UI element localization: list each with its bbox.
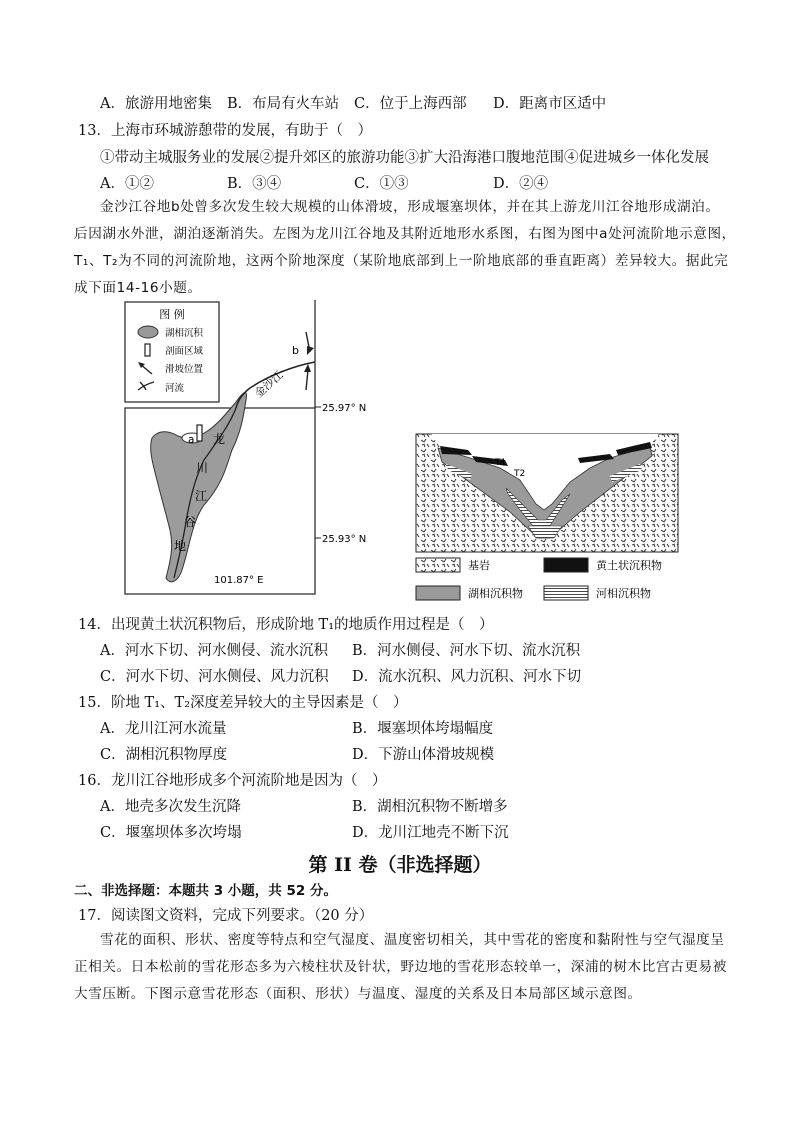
legend-title: 图 例 — [159, 308, 185, 321]
q16-option-a: A．地壳多次发生沉降 — [100, 799, 241, 815]
q12-option-d: D．距离市区适中 — [493, 96, 607, 112]
q16-option-d: D．龙川江地壳不断下沉 — [352, 825, 509, 841]
passage-line-1: 金沙江谷地b处曾多次发生较大规模的山体滑坡，形成堰塞坝体，并在其上游龙川江谷地形成湖泊。 — [100, 199, 720, 215]
lake-sediment-swatch — [138, 326, 158, 338]
q17-line-1: 雪花的面积、形状、密度等特点和空气湿度、温度密切相关，其中雪花的密度和黏附性与空气湿度呈 — [100, 932, 725, 948]
river-terrace-profile — [410, 428, 702, 608]
q13-option-c: C．①③ — [354, 176, 409, 192]
q16-stem: 16．龙川江谷地形成多个河流阶地是因为（ ） — [78, 773, 387, 789]
q13-stem: 13．上海市环城游憩带的发展，有助于（ ） — [78, 123, 372, 139]
legend-bedrock-swatch — [416, 558, 460, 572]
legend-loess: 黄土状沉积物 — [596, 559, 662, 572]
passage-line-3: T₁、T₂为不同的河流阶地，这两个阶地深度（某阶地底部到上一阶地底部的垂直距离）差异较大。据此完 — [74, 253, 729, 269]
legend-river-swatch — [544, 586, 588, 600]
valley-char-5: 地 — [174, 539, 187, 553]
q14-option-c: C．河水下切、河水侧侵、风力沉积 — [100, 669, 329, 685]
point-a-label: a — [188, 434, 195, 446]
q16-option-b: B．湖相沉积物不断增多 — [352, 799, 508, 815]
q12-option-c: C．位于上海西部 — [354, 96, 467, 112]
jinsha-river-label: 金沙江 — [252, 368, 286, 401]
valley-char-1: 龙 — [213, 432, 226, 446]
valley-char-3: 江 — [195, 489, 208, 503]
valley-char-4: 谷 — [184, 515, 197, 529]
q17-line-3: 大雪压断。下图示意雪花形态（面积、形状）与温度、湿度的关系及日本局部区域示意图。 — [74, 986, 642, 1002]
profile-area-swatch — [145, 344, 150, 356]
valley-char-2: 川 — [196, 461, 209, 475]
legend-loess-swatch — [544, 558, 588, 572]
q17-line-2: 正相关。日本松前的雪花形态多为六棱柱状及针状，野边地的雪花形态较单一，深浦的树木比宫古更易被 — [74, 959, 727, 975]
legend-lake-sediment: 湖相沉积物 — [468, 587, 523, 600]
q15-option-d: D．下游山体滑坡规模 — [352, 747, 495, 763]
legend-profile: 剖面区域 — [165, 346, 204, 357]
terrace-t2-label: T2 — [514, 469, 526, 479]
q15-stem: 15．阶地 T₁、T₂深度差异较大的主导因素是（ ） — [78, 695, 408, 711]
q12-option-a: A．旅游用地密集 — [100, 96, 212, 112]
q13-option-a: A．①② — [100, 176, 154, 192]
q17-stem: 17．阅读图文资料，完成下列要求。（20 分） — [78, 908, 374, 924]
profile-marker — [197, 425, 202, 441]
lon-label: 101.87° E — [214, 575, 264, 586]
q15-option-a: A．龙川江河水流量 — [100, 721, 227, 737]
q13-option-d: D．②④ — [493, 176, 549, 192]
legend-river: 河流 — [165, 383, 185, 394]
section-2-heading: 二、非选择题：本题共 3 小题，共 52 分。 — [74, 883, 337, 899]
terrace-t1-label: T1 — [495, 458, 507, 468]
legend-lake: 湖相沉积 — [165, 328, 204, 339]
passage-line-4: 成下面14-16小题。 — [74, 280, 202, 296]
q15-option-c: C．湖相沉积物厚度 — [100, 747, 228, 763]
lake-sediment-area — [151, 393, 247, 582]
q14-option-b: B．河水侧侵、河水下切、流水沉积 — [352, 643, 581, 659]
q13-statements: ①带动主城服务业的发展②提升郊区的旅游功能③扩大沿海港口腹地范围④促进城乡一体化发展 — [100, 150, 709, 166]
q16-option-c: C．堰塞坝体多次垮塌 — [100, 825, 242, 841]
legend-landslide: 滑坡位置 — [165, 364, 204, 375]
q14-stem: 14．出现黄土状沉积物后，形成阶地 T₁的地质作用过程是（ ） — [78, 617, 494, 633]
longchuan-valley-map — [118, 300, 380, 600]
lat-top-label: 25.97° N — [322, 403, 367, 414]
q12-option-b: B．布局有火车站 — [227, 96, 340, 112]
passage-line-2: 后因湖水外泄，湖泊逐渐消失。左图为龙川江谷地及其附近地形水系图，右图为图中a处河流阶地示意图， — [74, 226, 736, 242]
section-2-title: 第 II 卷（非选择题） — [308, 854, 492, 876]
q13-option-b: B．③④ — [227, 176, 282, 192]
q14-option-d: D．流水沉积、风力沉积、河水下切 — [352, 669, 582, 685]
legend-lake-swatch — [416, 586, 460, 600]
legend-river-sediment: 河相沉积物 — [596, 587, 651, 600]
q14-option-a: A．河水下切、河水侧侵、流水沉积 — [100, 643, 328, 659]
legend-bedrock: 基岩 — [468, 559, 490, 572]
point-b-label: b — [292, 344, 299, 357]
q15-option-b: B．堰塞坝体垮塌幅度 — [352, 721, 494, 737]
lat-bottom-label: 25.93° N — [322, 534, 367, 545]
